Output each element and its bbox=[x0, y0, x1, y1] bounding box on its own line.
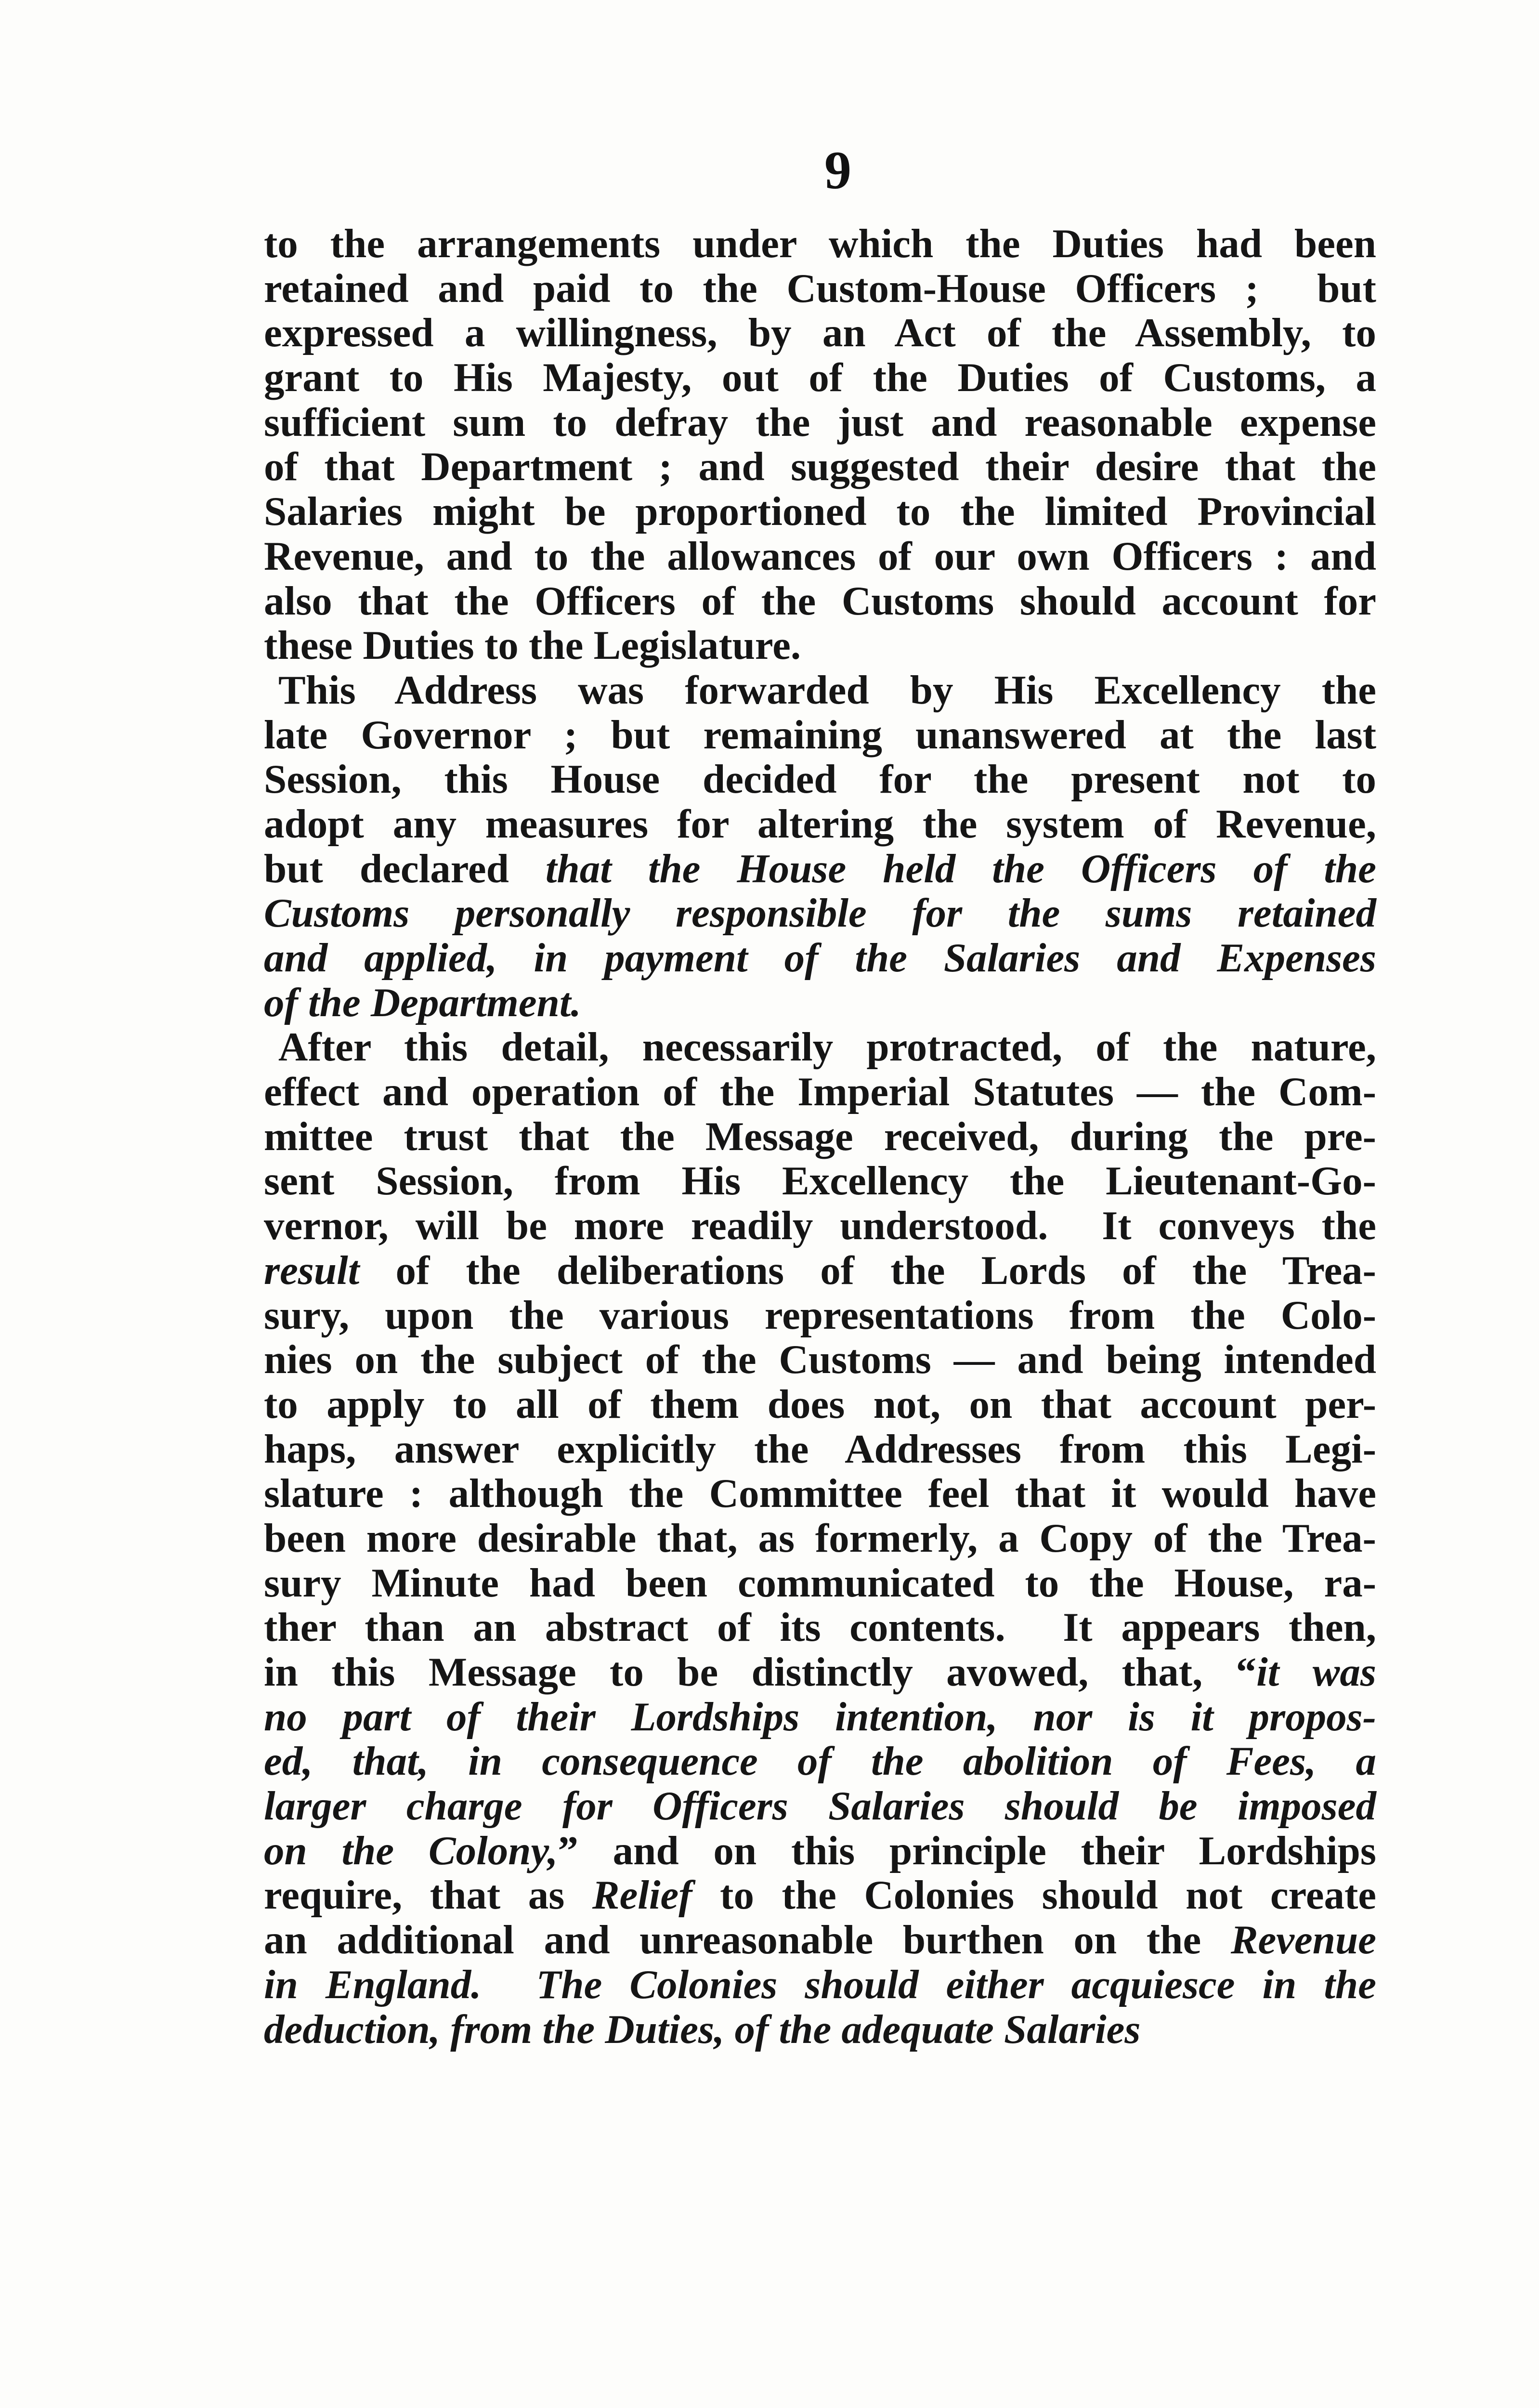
text-segment: vernor, will be more readily understood. It conveys the bbox=[264, 1203, 1376, 1249]
text-segment: to apply to all of them does not, on that account per- bbox=[264, 1381, 1376, 1427]
text-line bbox=[264, 1293, 1376, 1338]
text-line bbox=[264, 1784, 1376, 1829]
text-segment: but declared bbox=[264, 846, 546, 891]
text-segment: of that Department ; and suggested their desire that the bbox=[264, 444, 1376, 490]
text-segment: late Governor ; but remaining unanswered at the last bbox=[264, 712, 1376, 758]
text-segment: slature : although the Committee feel that it would have bbox=[264, 1471, 1376, 1517]
text-line bbox=[264, 1382, 1376, 1427]
text-line bbox=[264, 355, 1376, 400]
text-segment: After this detail, necessarily protracted, of the nature, bbox=[278, 1024, 1376, 1070]
text-line bbox=[264, 981, 1376, 1025]
text-line bbox=[264, 1561, 1376, 1606]
text-line bbox=[264, 1918, 1376, 1963]
text-segment: sury Minute had been communicated to the House, ra- bbox=[264, 1560, 1376, 1606]
page-number: 9 bbox=[824, 141, 851, 200]
text-line bbox=[264, 1963, 1376, 2007]
text-segment: Salaries might be proportioned to the limited Provincial bbox=[264, 489, 1376, 535]
text-line bbox=[264, 222, 1376, 266]
text-segment: to the arrangements under which the Duties had been bbox=[264, 221, 1376, 266]
text-line bbox=[264, 1159, 1376, 1204]
text-line bbox=[264, 1070, 1376, 1114]
italic-text: on the Colony, bbox=[264, 1828, 558, 1873]
text-line bbox=[264, 266, 1376, 311]
text-segment: retained and paid to the Custom-House Officers ; but bbox=[264, 265, 1376, 311]
italic-text: no part of their Lordships intention, nor is it propos- bbox=[264, 1694, 1376, 1740]
text-segment: mittee trust that the Message received, during the pre- bbox=[264, 1113, 1376, 1159]
text-line bbox=[264, 1204, 1376, 1248]
italic-text: ed, that, in consequence of the abolition of Fees, a bbox=[264, 1739, 1376, 1784]
text-segment: haps, answer explicitly the Addresses from this Legi- bbox=[264, 1426, 1376, 1472]
text-line bbox=[264, 757, 1376, 802]
text-line bbox=[264, 1248, 1376, 1293]
text-line bbox=[264, 2007, 1376, 2052]
text-line bbox=[264, 1025, 1376, 1070]
text-segment: of the deliberations of the Lords of the Trea- bbox=[359, 1247, 1376, 1293]
text-line bbox=[264, 802, 1376, 847]
italic-text: in England. The Colonies should either acquiesce in the bbox=[264, 1962, 1376, 2007]
text-line bbox=[264, 1516, 1376, 1561]
text-line bbox=[264, 311, 1376, 355]
text-segment: been more desirable that, as formerly, a Copy of the Trea- bbox=[264, 1515, 1376, 1561]
text-line bbox=[264, 847, 1376, 891]
text-line bbox=[264, 445, 1376, 489]
text-line bbox=[264, 1427, 1376, 1472]
text-line bbox=[264, 1695, 1376, 1740]
text-line bbox=[264, 1873, 1376, 1918]
italic-text: it was bbox=[1256, 1649, 1376, 1695]
text-line bbox=[264, 579, 1376, 624]
text-segment: in this Message to be distinctly avowed, that, “ bbox=[264, 1649, 1257, 1695]
text-segment: to the Colonies should not create bbox=[692, 1872, 1376, 1918]
text-segment: sent Session, from His Excellency the Lieutenant-Go- bbox=[264, 1158, 1376, 1204]
text-segment: sufficient sum to defray the just and reasonable expense bbox=[264, 399, 1376, 445]
text-line bbox=[264, 1829, 1376, 1873]
text-line bbox=[264, 1605, 1376, 1650]
text-line bbox=[264, 1337, 1376, 1382]
italic-text: Revenue bbox=[1230, 1917, 1376, 1963]
text-segment: these Duties to the Legislature. bbox=[264, 623, 801, 668]
text-line bbox=[264, 534, 1376, 579]
text-segment: adopt any measures for altering the system of Revenue, bbox=[264, 801, 1376, 847]
italic-text: of the Department. bbox=[264, 980, 581, 1025]
text-line bbox=[264, 668, 1376, 713]
text-segment: expressed a willingness, by an Act of the Assembly, to bbox=[264, 310, 1376, 356]
text-segment: Revenue, and to the allowances of our own Officers : and bbox=[264, 533, 1376, 579]
text-line bbox=[264, 400, 1376, 445]
text-line bbox=[264, 489, 1376, 534]
text-segment: effect and operation of the Imperial Statutes — the Com- bbox=[264, 1069, 1376, 1115]
italic-text: that the House held the Officers of the bbox=[545, 846, 1377, 891]
text-line bbox=[264, 713, 1376, 758]
text-segment: ” and on this principle their Lordships bbox=[558, 1828, 1376, 1873]
text-segment: also that the Officers of the Customs should account for bbox=[264, 578, 1376, 624]
text-segment: Session, this House decided for the present not to bbox=[264, 757, 1376, 802]
text-line bbox=[264, 891, 1376, 936]
text-line bbox=[264, 1739, 1376, 1784]
text-segment: grant to His Majesty, out of the Duties of Customs, a bbox=[264, 355, 1376, 401]
text-line bbox=[264, 936, 1376, 981]
text-segment: This Address was forwarded by His Excellency the bbox=[278, 667, 1376, 713]
text-line bbox=[264, 1114, 1376, 1159]
text-segment: require, that as bbox=[264, 1872, 592, 1918]
text-segment: nies on the subject of the Customs — and being intended bbox=[264, 1337, 1376, 1383]
body-text bbox=[264, 222, 1376, 2052]
text-line bbox=[264, 623, 1376, 668]
italic-text: larger charge for Officers Salaries should be imposed bbox=[264, 1783, 1376, 1829]
italic-text: Customs personally responsible for the sums retained bbox=[264, 890, 1376, 936]
text-segment: sury, upon the various representations from the Colo- bbox=[264, 1292, 1376, 1338]
text-segment: an additional and unreasonable burthen on the bbox=[264, 1917, 1231, 1963]
italic-text: deduction, from the Duties, of the adequate Salaries bbox=[264, 2006, 1141, 2052]
text-line bbox=[264, 1471, 1376, 1516]
italic-text: result bbox=[264, 1247, 360, 1293]
italic-text: Relief bbox=[592, 1872, 692, 1918]
text-line bbox=[264, 1650, 1376, 1695]
text-segment: ther than an abstract of its contents. It appears then, bbox=[264, 1605, 1376, 1650]
italic-text: and applied, in payment of the Salaries and Expenses bbox=[264, 935, 1376, 981]
